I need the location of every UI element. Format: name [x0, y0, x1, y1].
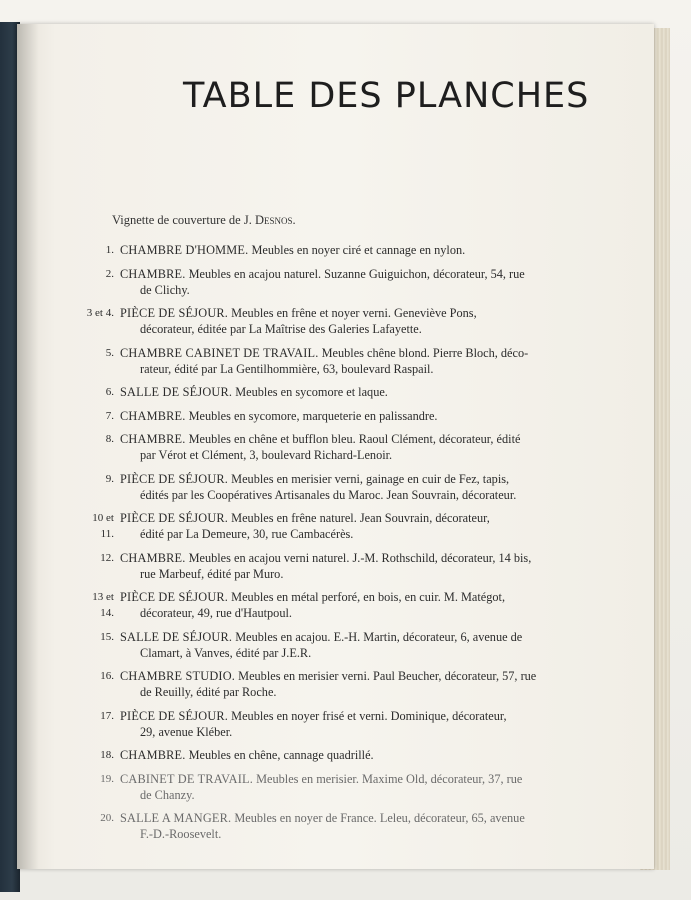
- plate-text-line2: décorateur, éditée par La Maîtrise des Galeries Lafayette.: [140, 322, 422, 336]
- plate-entry: [86, 431, 566, 463]
- plate-room: SALLE DE SÉJOUR.: [120, 385, 233, 399]
- plate-text-line2: édité par La Demeure, 30, rue Cambacérès.: [140, 527, 354, 541]
- plate-text-line1: Meubles en chêne, cannage quadrillé.: [185, 748, 374, 762]
- plate-description: [120, 345, 566, 377]
- plate-room: SALLE DE SÉJOUR.: [120, 629, 233, 644]
- plate-number: 16.: [100, 670, 114, 682]
- plate-entry: [86, 384, 566, 400]
- plate-entry: [86, 708, 566, 740]
- plate-description: [120, 242, 566, 258]
- plate-room: CABINET DE TRAVAIL.: [120, 771, 254, 786]
- plate-text-line1: Meubles en métal perforé, en bois, en cuir. M. Matégot,: [228, 590, 506, 604]
- plate-description: [120, 431, 566, 463]
- plate-entry: [86, 305, 566, 337]
- plate-text-line1: Meubles en sycomore, marqueterie en palissandre.: [185, 408, 438, 423]
- plate-entry: [86, 747, 566, 763]
- plate-description: [120, 810, 566, 842]
- plate-number: 6.: [105, 386, 114, 398]
- plate-text-line1: Meubles en merisier verni, gainage en cuir de Fez, tapis,: [228, 471, 510, 486]
- plate-text-line1: Meubles en acajou naturel. Suzanne Guiguichon, décorateur, 54, rue: [185, 266, 525, 281]
- plate-entry: [86, 589, 566, 621]
- plate-text-line1: Meubles en merisier. Maxime Old, décorateur, 37, rue: [253, 771, 523, 786]
- plate-room: CHAMBRE CABINET DE TRAVAIL.: [120, 345, 319, 360]
- plate-entry: [86, 810, 566, 842]
- plate-entry: [86, 345, 566, 377]
- plate-description: [120, 708, 566, 740]
- plate-text-line2: F.-D.-Roosevelt.: [140, 827, 222, 841]
- plate-text-line2: rue Marbeuf, édité par Muro.: [140, 566, 284, 581]
- plates-list: [86, 242, 566, 850]
- plate-room: PIÈCE DE SÉJOUR.: [120, 511, 229, 525]
- plate-room: CHAMBRE.: [120, 266, 186, 281]
- plate-room: CHAMBRE.: [120, 408, 186, 423]
- plate-number: 5.: [105, 346, 114, 359]
- plate-number: 10 et 11.: [92, 512, 114, 540]
- page-gutter-shadow: [17, 24, 39, 869]
- plate-text-line2: décorateur, 49, rue d'Hautpoul.: [140, 606, 292, 620]
- plate-entry: [86, 668, 566, 700]
- vignette-prefix: Vignette de couverture de J.: [112, 213, 255, 227]
- vignette-suffix: .: [292, 213, 296, 227]
- plate-text-line1: Meubles chêne blond. Pierre Bloch, déco-: [318, 345, 529, 360]
- plate-text-line1: Meubles en noyer frisé et verni. Dominique, décorateur,: [228, 708, 507, 723]
- plate-description: [120, 771, 566, 803]
- plate-text-line2: par Vérot et Clément, 3, boulevard Richard-Lenoir.: [140, 448, 393, 462]
- plate-number: 12.: [100, 551, 114, 564]
- plate-text-line2: édités par les Coopératives Artisanales du Maroc. Jean Souvrain, décorateur.: [140, 487, 517, 502]
- plate-description: [120, 629, 566, 661]
- plate-description: [120, 384, 566, 400]
- plate-room: CHAMBRE D'HOMME.: [120, 243, 249, 257]
- plate-entry: [86, 266, 566, 298]
- plate-text-line1: Meubles en frêne naturel. Jean Souvrain, décorateur,: [228, 511, 490, 525]
- plate-description: [120, 266, 566, 298]
- plate-number: 7.: [105, 409, 114, 422]
- plate-number: 2.: [105, 267, 114, 280]
- plate-number: 13 et 14.: [92, 591, 114, 619]
- plate-room: PIÈCE DE SÉJOUR.: [120, 708, 229, 723]
- plate-text-line2: 29, avenue Kléber.: [140, 724, 233, 739]
- plate-description: [120, 305, 566, 337]
- plate-text-line2: Clamart, à Vanves, édité par J.E.R.: [140, 645, 312, 660]
- vignette-credit: [112, 213, 296, 228]
- plate-room: PIÈCE DE SÉJOUR.: [120, 306, 229, 320]
- plate-description: [120, 408, 566, 424]
- plate-description: [120, 550, 566, 582]
- plate-text-line2: de Clichy.: [140, 282, 190, 297]
- plate-text-line2: rateur, édité par La Gentilhommière, 63, boulevard Raspail.: [140, 361, 434, 376]
- plate-description: [120, 589, 566, 621]
- plate-room: PIÈCE DE SÉJOUR.: [120, 471, 229, 486]
- plate-number: 3 et 4.: [86, 307, 114, 319]
- vignette-author: Desnos: [254, 213, 293, 227]
- plate-room: CHAMBRE.: [120, 748, 186, 762]
- plate-text-line1: Meubles en merisier verni. Paul Beucher, décorateur, 57, rue: [235, 669, 537, 683]
- plate-text-line2: de Chanzy.: [140, 787, 195, 802]
- plate-text-line1: Meubles en noyer ciré et cannage en nylon.: [248, 243, 466, 257]
- plate-entry: [86, 408, 566, 424]
- plate-entry: [86, 550, 566, 582]
- plate-number: 19.: [100, 772, 114, 785]
- plate-text-line1: Meubles en sycomore et laque.: [232, 385, 388, 399]
- plate-text-line2: de Reuilly, édité par Roche.: [140, 685, 277, 699]
- plate-number: 15.: [100, 630, 114, 643]
- page-title: TABLE DES PLANCHES: [183, 76, 590, 116]
- plate-entry: [86, 471, 566, 503]
- plate-text-line1: Meubles en noyer de France. Leleu, décorateur, 65, avenue: [231, 811, 525, 825]
- plate-entry: [86, 771, 566, 803]
- plate-description: [120, 668, 566, 700]
- plate-number: 17.: [100, 709, 114, 722]
- plate-text-line1: Meubles en frêne et noyer verni. Geneviève Pons,: [228, 306, 477, 320]
- plate-entry: [86, 629, 566, 661]
- plate-number: 20.: [100, 812, 114, 824]
- plate-room: PIÈCE DE SÉJOUR.: [120, 590, 229, 604]
- plate-number: 18.: [100, 749, 114, 761]
- plate-entry: [86, 242, 566, 258]
- plate-room: CHAMBRE STUDIO.: [120, 669, 236, 683]
- plate-text-line1: Meubles en acajou. E.-H. Martin, décorateur, 6, avenue de: [232, 629, 523, 644]
- plate-description: [120, 510, 566, 542]
- plate-number: 9.: [105, 472, 114, 485]
- plate-text-line1: Meubles en acajou verni naturel. J.-M. Rothschild, décorateur, 14 bis,: [185, 550, 532, 565]
- plate-description: [120, 471, 566, 503]
- plate-room: CHAMBRE.: [120, 432, 186, 446]
- plate-description: [120, 747, 566, 763]
- plate-text-line1: Meubles en chêne et bufflon bleu. Raoul Clément, décorateur, édité: [185, 432, 521, 446]
- plate-number: 1.: [105, 244, 114, 256]
- plate-room: CHAMBRE.: [120, 550, 186, 565]
- plate-room: SALLE A MANGER.: [120, 811, 232, 825]
- plate-number: 8.: [105, 433, 114, 445]
- plate-entry: [86, 510, 566, 542]
